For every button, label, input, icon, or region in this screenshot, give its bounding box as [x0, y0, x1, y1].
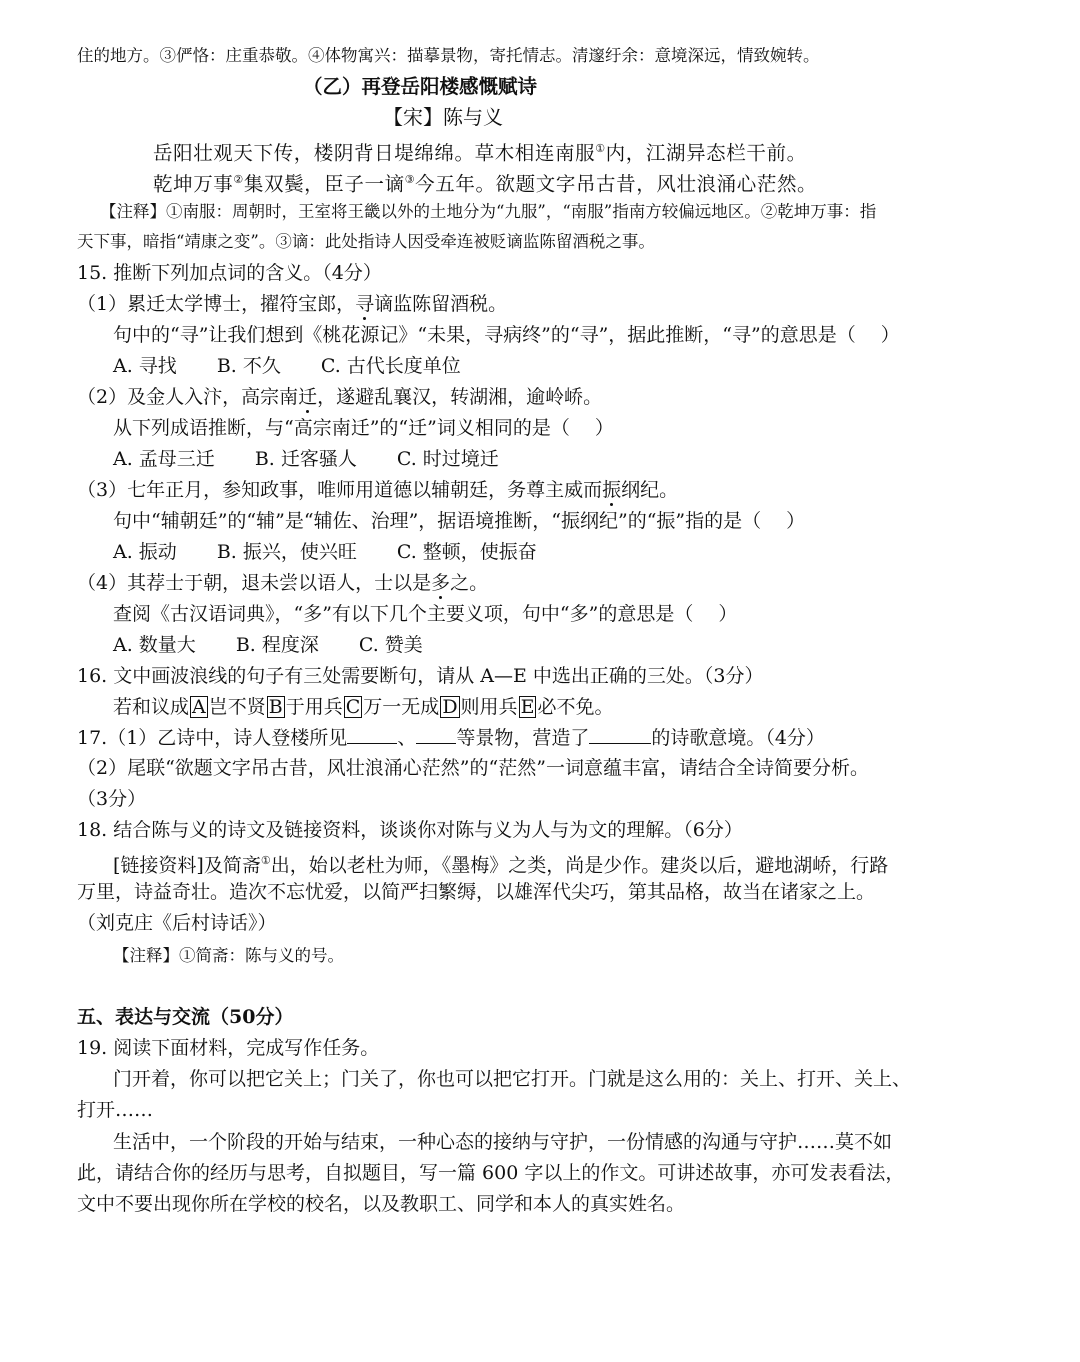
- q18-link-line-2: 万里，诗益奇壮。造次不忘忧爱，以简严扫繁缛，以雄浑代尖巧，第其品格，故当在诸家之上。: [77, 881, 876, 903]
- q17-2: （2）尾联“欲题文字吊古昔，风壮浪涌心茫然”的“茫然”一词意蕴丰富，请结合全诗简要分析。: [77, 757, 869, 779]
- poem-note-line-2: 天下事，暗指“靖康之变”。③谪：此处指诗人因受牵连被贬谪监陈留酒税之事。: [77, 232, 655, 251]
- dotted-word: 迁: [298, 386, 318, 408]
- footnote-ref-jianzhai: ①: [260, 854, 271, 867]
- q15-1-sentence: （1）累迁太学博士，擢符宝郎，寻谪监陈留酒税。: [77, 293, 508, 315]
- q15-4-sentence: （4）其荐士于朝，退未尝以语人，士以是多之。: [77, 572, 489, 594]
- q18-stem: 18. 结合陈与义的诗文及链接资料，谈谈你对陈与义为人与为文的理解。（6分）: [77, 819, 743, 841]
- q18-note: 【注释】①简斋：陈与义的号。: [113, 946, 344, 965]
- poem-title: （乙）再登岳阳楼感慨赋诗: [303, 75, 538, 98]
- poem-author: 陈与义: [443, 105, 503, 129]
- q15-1-prompt: 句中的“寻”让我们想到《桃花源记》“未果，寻病终”的“寻”，据此推断，“寻”的意思是（ ）: [113, 324, 900, 346]
- q18-link-source: （刘克庄《后村诗话》）: [77, 912, 277, 934]
- q15-4-options: [113, 633, 423, 657]
- q15-2-sentence: （2）及金人入汴，高宗南迁，遂避乱襄汉，转湖湘，逾岭峤。: [77, 386, 603, 408]
- material-para1-line1: 门开着，你可以把它关上；门关了，你也可以把它打开。门就是这么用的：关上、打开、关上、: [113, 1068, 912, 1090]
- option-a: A. 数量大: [113, 634, 196, 656]
- material-para1-line2: 打开……: [77, 1099, 154, 1121]
- answer-blank-1[interactable]: [347, 725, 397, 744]
- dotted-word: 振: [602, 479, 622, 501]
- footnote-ref-3: ③: [404, 173, 416, 186]
- q15-stem: 15. 推断下列加点词的含义。（4分）: [77, 262, 382, 284]
- q15-1-options: [113, 354, 461, 378]
- footnote-ref-2: ②: [233, 173, 244, 186]
- option-b: B. 程度深: [235, 634, 319, 656]
- break-mark-a: A: [192, 696, 206, 718]
- poem-line-1: 岳阳壮观天下传，楼阴背日堤绵绵。草木相连南服①内，江湖异态栏干前。: [153, 141, 807, 165]
- option-c: C. 时过境迁: [396, 448, 499, 470]
- poem-dynasty: 【宋】: [383, 105, 443, 129]
- q19-stem: 19. 阅读下面材料，完成写作任务。: [77, 1037, 380, 1059]
- break-mark-b: B: [268, 696, 283, 718]
- option-c: C. 整顿，使振奋: [396, 541, 537, 563]
- q16-sentence: 若和议成 A 岂不贤 B 于用兵 C 万一无成 D 则用兵 E 必不免。: [113, 696, 614, 718]
- option-b: B. 振兴，使兴旺: [216, 541, 357, 563]
- option-c: C. 古代长度单位: [320, 355, 461, 377]
- q15-2-prompt: 从下列成语推断，与“高宗南迁”的“迁”词义相同的是（ ）: [113, 417, 614, 439]
- answer-blank-3[interactable]: [589, 725, 651, 744]
- q17-2-score: （3分）: [77, 788, 147, 810]
- material-para2-line3: 文中不要出现你所在学校的校名，以及教职工、同学和本人的真实姓名。: [77, 1193, 686, 1215]
- option-b: B. 迁客骚人: [254, 448, 357, 470]
- answer-blank-2[interactable]: [416, 725, 456, 744]
- option-a: A. 振动: [113, 541, 177, 563]
- break-mark-d: D: [442, 696, 458, 718]
- dotted-word: 多: [431, 572, 451, 594]
- poem-line-2: 乾坤万事②集双鬓，臣子一谪③今五年。欲题文字吊古昔，风壮浪涌心茫然。: [153, 172, 818, 196]
- q15-2-options: [113, 447, 499, 471]
- material-para2-line2: 此，请结合你的经历与思考，自拟题目，写一篇 600 字以上的作文。可讲述故事，亦可发表看法，: [77, 1162, 905, 1184]
- q16-stem: 16. 文中画波浪线的句子有三处需要断句，请从 A—E 中选出正确的三处。（3分）: [77, 665, 764, 687]
- annotation-continuation: 住的地方。③俨恪：庄重恭敬。④体物寓兴：描摹景物，寄托情志。清邃纡余：意境深远，情致婉转。: [77, 46, 820, 65]
- poem-byline: [383, 105, 503, 129]
- footnote-ref-1: ①: [595, 142, 606, 155]
- q17-1: 17.（1）乙诗中，诗人登楼所见 、 等景物，营造了 的诗歌意境。（4分）: [77, 727, 825, 749]
- break-mark-c: C: [345, 696, 361, 718]
- poem-note-line-1: 【注释】①南服：周朝时，王室将王畿以外的土地分为“九服”，“南服”指南方较偏远地区。②乾坤万事：指: [100, 202, 877, 221]
- section-heading: 五、表达与交流（50分）: [77, 1006, 294, 1028]
- material-para2-line1: 生活中，一个阶段的开始与结束，一种心态的接纳与守护，一份情感的沟通与守护……莫不如: [113, 1131, 893, 1153]
- q18-link-line-1: [链接资料]及简斋①出，始以老杜为师，《墨梅》之类，尚是少作。建炎以后，避地湖峤，行路: [113, 854, 889, 877]
- q15-4-prompt: 查阅《古汉语词典》，“多”有以下几个主要义项，句中“多”的意思是（ ）: [113, 603, 738, 625]
- q15-3-prompt: 句中“辅朝廷”的“辅”是“辅佐、治理”，据语境推断，“振纲纪”的“振”指的是（ ）: [113, 510, 806, 532]
- q15-3-options: [113, 540, 537, 564]
- option-a: A. 孟母三迁: [113, 448, 215, 470]
- break-mark-e: E: [520, 696, 535, 718]
- option-b: B. 不久: [216, 355, 281, 377]
- option-c: C. 赞美: [358, 634, 423, 656]
- option-a: A. 寻找: [113, 355, 177, 377]
- dotted-word: 寻: [355, 293, 375, 315]
- q15-3-sentence: （3）七年正月，参知政事，唯师用道德以辅朝廷，务尊主威而振纲纪。: [77, 479, 679, 501]
